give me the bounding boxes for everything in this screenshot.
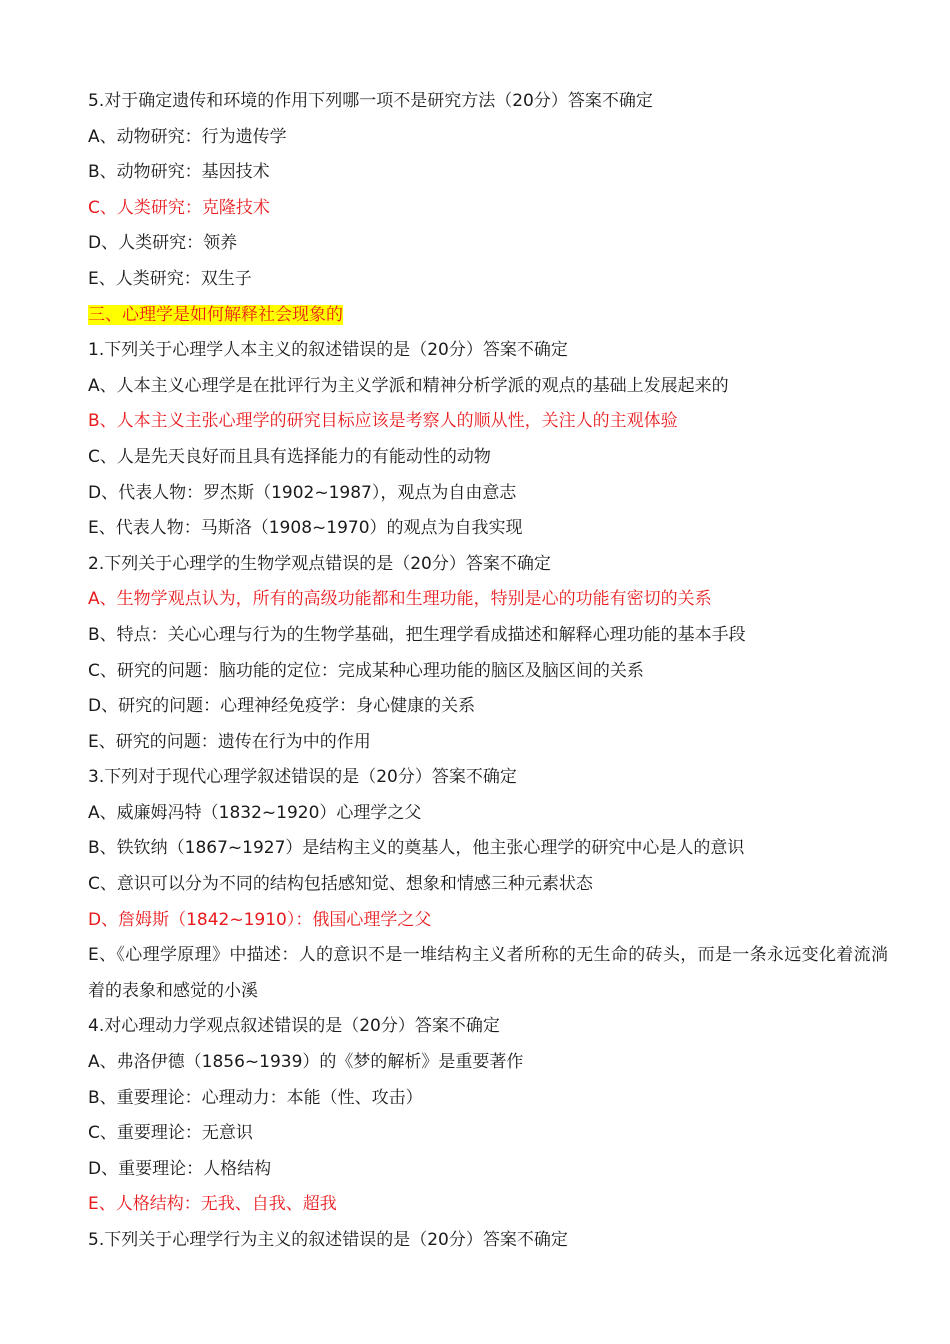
option-a: A、人本主义心理学是在批评行为主义学派和精神分析学派的观点的基础上发展起来的	[88, 375, 729, 396]
option-a: A、弗洛伊德（1856~1939）的《梦的解析》是重要著作	[88, 1052, 524, 1073]
option-c: C、研究的问题：脑功能的定位：完成某种心理功能的脑区及脑区间的关系	[88, 660, 644, 681]
option-d: D、代表人物：罗杰斯（1902~1987），观点为自由意志	[88, 482, 517, 503]
question-1: 1.下列关于心理学人本主义的叙述错误的是（20分）答案不确定	[88, 340, 568, 361]
option-b: B、铁钦纳（1867~1927）是结构主义的奠基人，他主张心理学的研究中心是人的意识	[88, 838, 745, 859]
option-a: A、威廉姆冯特（1832~1920）心理学之父	[88, 802, 422, 823]
option-c: C、人是先天良好而且具有选择能力的有能动性的动物	[88, 446, 491, 467]
section-heading-text: 三、心理学是如何解释社会现象的	[88, 304, 343, 325]
option-a: A、动物研究：行为遗传学	[88, 126, 287, 147]
option-e: E、人类研究：双生子	[88, 268, 252, 289]
question-3: 3.下列对于现代心理学叙述错误的是（20分）答案不确定	[88, 767, 517, 788]
option-c: C、意识可以分为不同的结构包括感知觉、想象和情感三种元素状态	[88, 874, 593, 895]
option-e: E、《心理学原理》中描述：人的意识不是一堆结构主义者所称的无生命的砖头，而是一条永远变化着流淌着的表象和感觉的小溪	[88, 945, 888, 1001]
question-5-behaviorism: 5.下列关于心理学行为主义的叙述错误的是（20分）答案不确定	[88, 1230, 568, 1250]
option-b-answer: B、人本主义主张心理学的研究目标应该是考察人的顺从性，关注人的主观体验	[88, 411, 678, 432]
option-c-answer: C、人类研究：克隆技术	[88, 197, 270, 218]
option-b: B、特点：关心心理与行为的生物学基础，把生理学看成描述和解释心理功能的基本手段	[88, 624, 746, 645]
option-d: D、重要理论：人格结构	[88, 1158, 272, 1179]
option-c: C、重要理论：无意识	[88, 1123, 253, 1144]
question-4: 4.对心理动力学观点叙述错误的是（20分）答案不确定	[88, 1016, 500, 1037]
option-e: E、代表人物：马斯洛（1908~1970）的观点为自我实现	[88, 518, 523, 539]
option-b: B、重要理论：心理动力：本能（性、攻击）	[88, 1087, 423, 1108]
question-5-genetics: 5.对于确定遗传和环境的作用下列哪一项不是研究方法（20分）答案不确定	[88, 91, 653, 111]
option-d: D、研究的问题：心理神经免疫学：身心健康的关系	[88, 696, 476, 717]
option-e-answer: E、人格结构：无我、自我、超我	[88, 1194, 337, 1215]
section-heading	[88, 298, 888, 334]
question-2: 2.下列关于心理学的生物学观点错误的是（20分）答案不确定	[88, 553, 551, 574]
document-page	[88, 84, 888, 1259]
option-b: B、动物研究：基因技术	[88, 162, 270, 183]
option-d-answer: D、詹姆斯（1842~1910）：俄国心理学之父	[88, 909, 432, 930]
option-d: D、人类研究：领养	[88, 233, 238, 254]
option-e: E、研究的问题：遗传在行为中的作用	[88, 731, 371, 752]
option-a-answer: A、生物学观点认为，所有的高级功能都和生理功能，特别是心的功能有密切的关系	[88, 589, 712, 610]
